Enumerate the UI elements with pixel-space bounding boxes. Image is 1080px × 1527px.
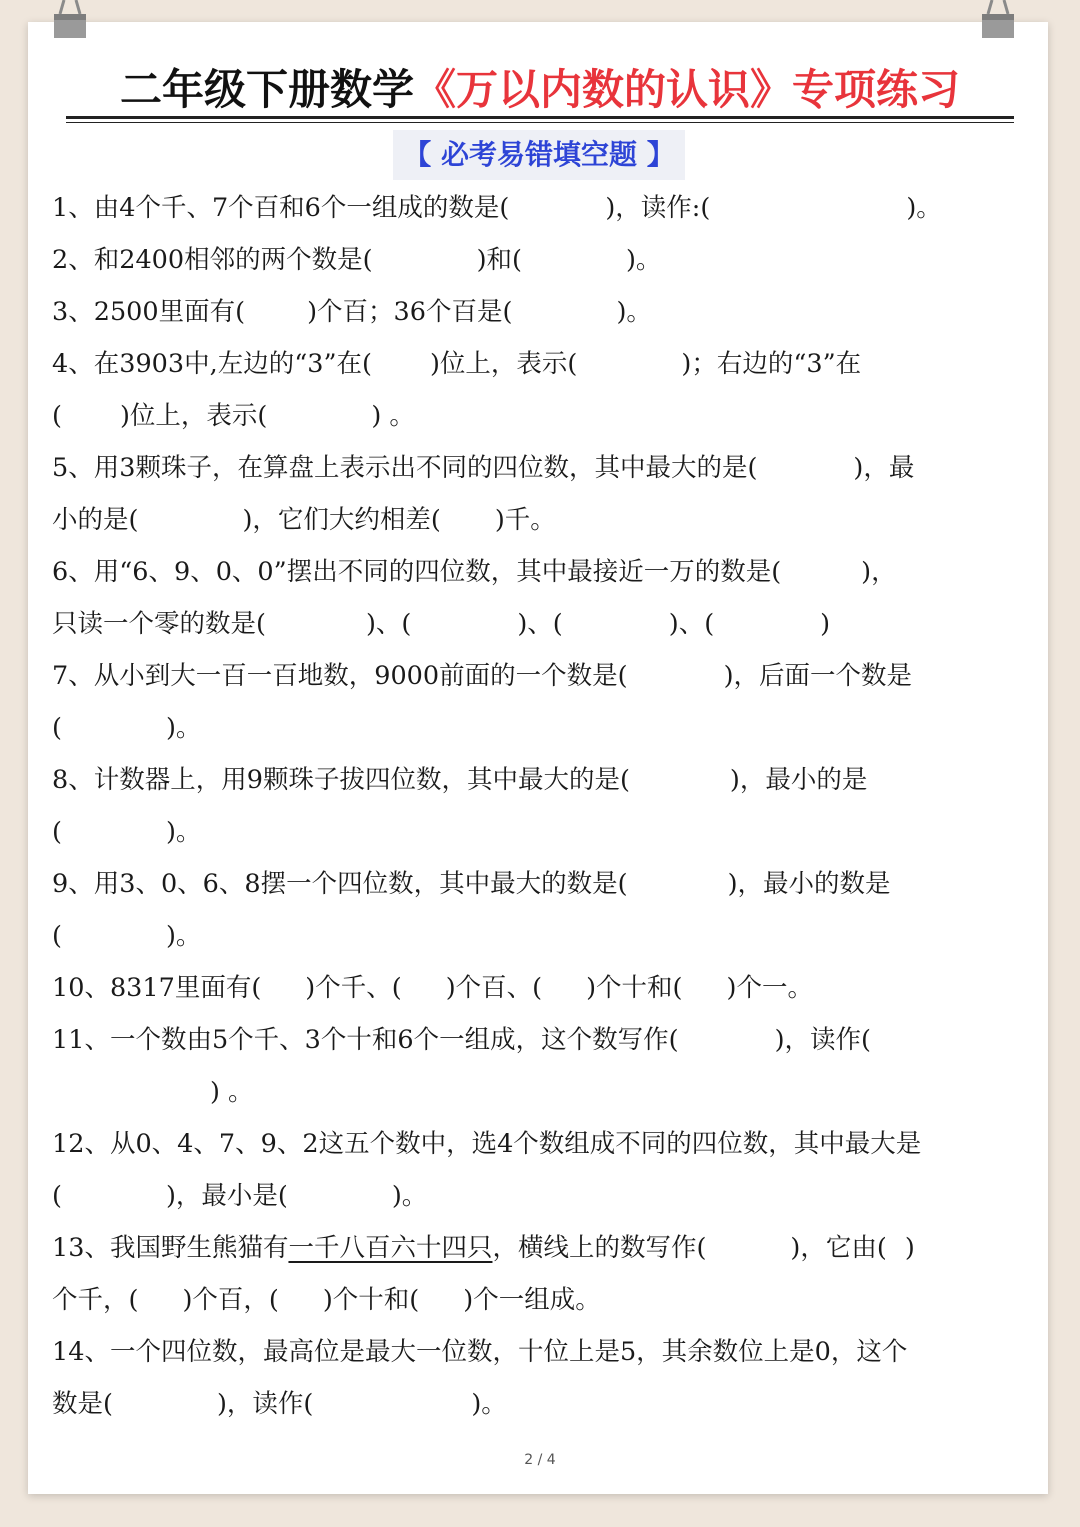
question-4-cont: ( )位上，表示( ) 。: [52, 401, 415, 431]
question-12: 12、从0、4、7、9、2这五个数中，选4个数组成不同的四位数，其中最大是: [52, 1129, 922, 1159]
question-6-cont: 只读一个零的数是( )、( )、( )、( ): [52, 609, 831, 639]
question-9-cont: ( )。: [52, 921, 202, 951]
page-number: 2 / 4: [524, 1452, 556, 1468]
question-8: 8、计数器上，用9颗珠子拔四位数，其中最大的是( )，最小的是: [52, 765, 868, 795]
section-subtitle: 【 必考易错填空题 】: [393, 130, 685, 180]
question-6: 6、用“6、9、0、0”摆出不同的四位数，其中最接近一万的数是( )，: [52, 557, 897, 587]
question-13-cont: 个千，( )个百，( )个十和( )个一组成。: [52, 1285, 601, 1315]
question-11: 11、一个数由5个千、3个十和6个一组成，这个数写作( )，读作(: [52, 1025, 871, 1055]
question-8-cont: ( )。: [52, 817, 202, 847]
question-4: 4、在3903中,左边的“3”在( )位上，表示( )；右边的“3”在: [52, 349, 862, 379]
question-list: [52, 182, 1028, 1430]
question-12-cont: ( )，最小是( )。: [52, 1181, 428, 1211]
underlined-number-words: 一千八百六十四只: [288, 1233, 493, 1263]
question-3: 3、2500里面有( )个百；36个百是( )。: [52, 297, 652, 327]
question-5: 5、用3颗珠子，在算盘上表示出不同的四位数，其中最大的是( )，最: [52, 453, 915, 483]
title-highlight: 《万以内数的认识》: [413, 65, 792, 114]
question-14-cont: 数是( )，读作( )。: [52, 1389, 507, 1419]
title-suffix: 专项练习: [792, 65, 961, 114]
question-7: 7、从小到大一百一百地数，9000前面的一个数是( )，后面一个数是: [52, 661, 913, 691]
binder-clip-icon: [978, 0, 1018, 40]
title-underline-thin: [66, 122, 1014, 123]
title-prefix: 二年级下册数学: [119, 65, 414, 114]
question-9: 9、用3、0、6、8摆一个四位数，其中最大的数是( )，最小的数是: [52, 869, 891, 899]
page-title: [0, 62, 1080, 118]
question-7-cont: ( )。: [52, 713, 202, 743]
binder-clip-icon: [50, 0, 90, 40]
question-2: 2、和2400相邻的两个数是( )和( )。: [52, 245, 662, 275]
question-5-cont: 小的是( )，它们大约相差( )千。: [52, 505, 556, 535]
question-14: 14、一个四位数，最高位是最大一位数，十位上是5，其余数位上是0，这个: [52, 1337, 908, 1367]
question-13: 13、我国野生熊猫有一千八百六十四只，横线上的数写作( )，它由( ): [52, 1233, 915, 1263]
title-underline: [66, 116, 1014, 119]
question-10: 10、8317里面有( )个千、( )个百、( )个十和( )个一。: [52, 973, 813, 1003]
question-11-cont: ) 。: [210, 1077, 254, 1107]
question-1: 1、由4个千、7个百和6个一组成的数是( )，读作:( )。: [52, 193, 942, 223]
